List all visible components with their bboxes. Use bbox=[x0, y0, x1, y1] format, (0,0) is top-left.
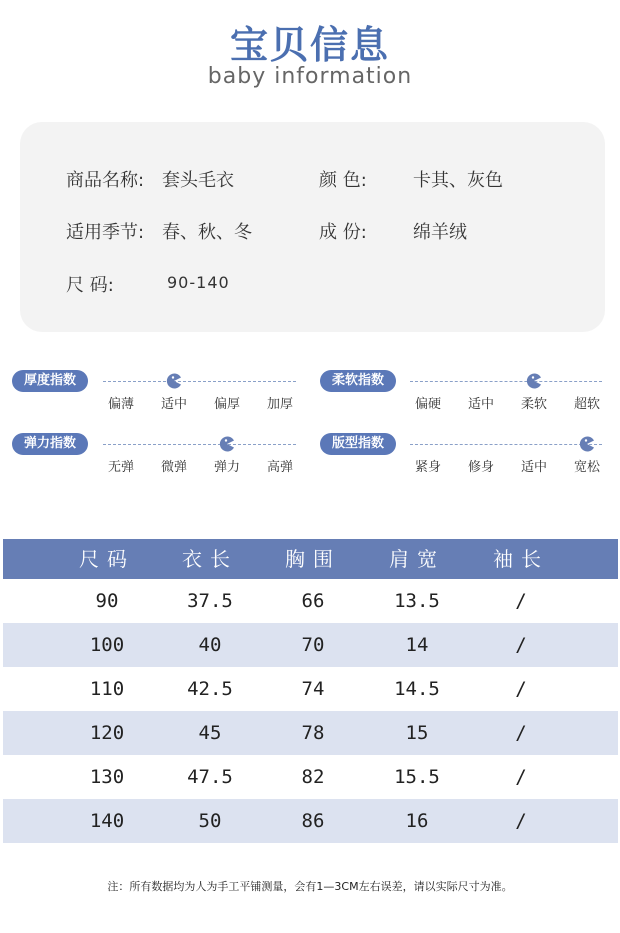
cell-chest: 74 bbox=[301, 678, 325, 700]
index-badge: 弹力指数 bbox=[12, 433, 88, 455]
table-row bbox=[3, 755, 618, 799]
index-option: 适中 bbox=[160, 397, 187, 412]
cell-size: 110 bbox=[89, 678, 125, 700]
index-dashed-line bbox=[103, 444, 296, 445]
name-label: 商品名称: bbox=[66, 170, 145, 191]
cell-sleeve: / bbox=[515, 722, 527, 744]
cell-length: 47.5 bbox=[187, 766, 233, 788]
cell-chest: 70 bbox=[301, 634, 325, 656]
index-option: 高弹 bbox=[266, 460, 293, 475]
cell-length: 50 bbox=[198, 810, 222, 832]
cell-chest: 66 bbox=[301, 590, 325, 612]
pacman-marker-icon bbox=[579, 436, 595, 452]
index-option: 适中 bbox=[520, 460, 547, 475]
cell-size: 140 bbox=[89, 810, 125, 832]
page-subtitle: baby information bbox=[207, 64, 413, 89]
index-dashed-line bbox=[410, 444, 602, 445]
cell-shoulder: 15.5 bbox=[394, 766, 440, 788]
index-option: 偏硬 bbox=[414, 397, 441, 412]
column-header-length: 衣长 bbox=[182, 547, 238, 571]
cell-sleeve: / bbox=[515, 590, 527, 612]
index-option: 修身 bbox=[467, 460, 494, 475]
cell-length: 45 bbox=[198, 722, 222, 744]
pacman-marker-icon bbox=[166, 373, 182, 389]
index-option: 偏薄 bbox=[107, 397, 134, 412]
cell-shoulder: 16 bbox=[405, 810, 429, 832]
cell-length: 42.5 bbox=[187, 678, 233, 700]
material-value: 绵羊绒 bbox=[413, 222, 467, 243]
index-badge: 厚度指数 bbox=[12, 370, 88, 392]
index-option: 无弹 bbox=[107, 460, 134, 475]
name-value: 套头毛衣 bbox=[162, 170, 234, 191]
index-option: 微弹 bbox=[160, 460, 187, 475]
index-option: 弹力 bbox=[213, 460, 240, 475]
size-label: 尺 码: bbox=[66, 275, 114, 296]
index-option: 适中 bbox=[467, 397, 494, 412]
season-label: 适用季节: bbox=[66, 222, 145, 243]
cell-sleeve: / bbox=[515, 634, 527, 656]
column-header-chest: 胸围 bbox=[285, 547, 341, 571]
size-table bbox=[3, 539, 618, 843]
pacman-marker-icon bbox=[219, 436, 235, 452]
cell-sleeve: / bbox=[515, 810, 527, 832]
measurement-note: 注：所有数据均为人为手工平铺测量，会有1—3CM左右误差，请以实际尺寸为准。 bbox=[107, 880, 513, 893]
color-value: 卡其、灰色 bbox=[413, 170, 503, 191]
column-header-shoulder: 肩宽 bbox=[389, 547, 445, 571]
size-value: 90-140 bbox=[167, 273, 230, 292]
cell-shoulder: 14 bbox=[405, 634, 429, 656]
index-option: 偏厚 bbox=[213, 397, 240, 412]
cell-size: 130 bbox=[89, 766, 125, 788]
index-option: 柔软 bbox=[520, 397, 547, 412]
material-label: 成 份: bbox=[319, 222, 367, 243]
cell-sleeve: / bbox=[515, 678, 527, 700]
cell-shoulder: 14.5 bbox=[394, 678, 440, 700]
cell-size: 100 bbox=[89, 634, 125, 656]
cell-size: 120 bbox=[89, 722, 125, 744]
cell-shoulder: 13.5 bbox=[394, 590, 440, 612]
table-row bbox=[3, 579, 618, 623]
color-label: 颜 色: bbox=[319, 170, 367, 191]
cell-chest: 78 bbox=[301, 722, 325, 744]
cell-size: 90 bbox=[95, 590, 119, 612]
index-dashed-line bbox=[103, 381, 296, 382]
index-option: 超软 bbox=[573, 397, 600, 412]
pacman-marker-icon bbox=[526, 373, 542, 389]
cell-chest: 86 bbox=[301, 810, 325, 832]
table-row bbox=[3, 799, 618, 843]
table-row bbox=[3, 667, 618, 711]
cell-shoulder: 15 bbox=[405, 722, 429, 744]
column-header-sleeve: 袖长 bbox=[493, 547, 549, 571]
index-option: 宽松 bbox=[573, 460, 600, 475]
cell-length: 40 bbox=[198, 634, 222, 656]
cell-sleeve: / bbox=[515, 766, 527, 788]
table-row bbox=[3, 711, 618, 755]
index-badge: 柔软指数 bbox=[320, 370, 396, 392]
column-header-size: 尺码 bbox=[79, 547, 135, 571]
table-row bbox=[3, 623, 618, 667]
cell-chest: 82 bbox=[301, 766, 325, 788]
index-option: 加厚 bbox=[266, 397, 293, 412]
table-header bbox=[3, 539, 618, 579]
cell-length: 37.5 bbox=[187, 590, 233, 612]
index-dashed-line bbox=[410, 381, 602, 382]
product-info-card bbox=[20, 122, 605, 332]
page-title: 宝贝信息 bbox=[229, 23, 390, 67]
table-body bbox=[3, 579, 618, 843]
index-badge: 版型指数 bbox=[320, 433, 396, 455]
season-value: 春、秋、冬 bbox=[162, 222, 252, 243]
index-option: 紧身 bbox=[414, 460, 441, 475]
